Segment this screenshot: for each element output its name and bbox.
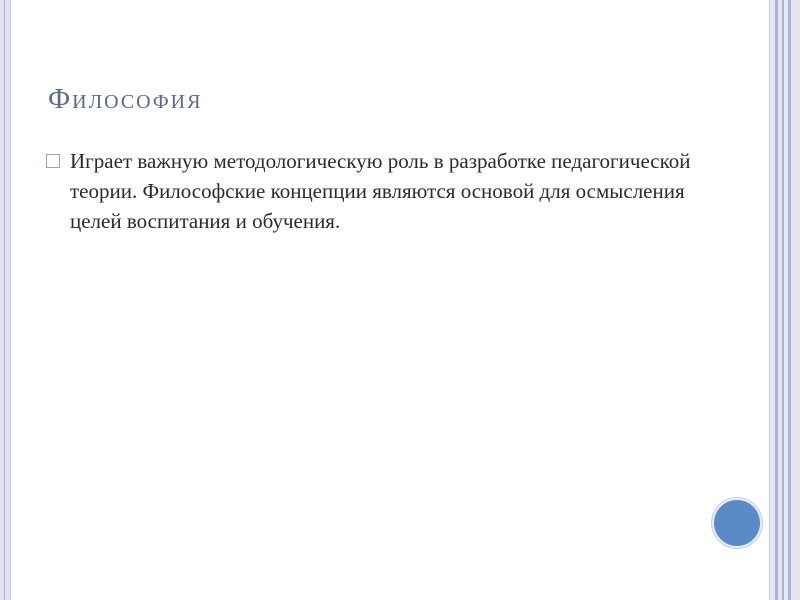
bullet-item bbox=[46, 146, 706, 236]
bullet-text: Играет важную методологическую роль в разработке педагогической теории. Философские концепции являются основой для осмысления целей воспитания и обучения. bbox=[70, 149, 691, 233]
left-frame-border bbox=[0, 0, 11, 600]
slide-title: Философия bbox=[48, 84, 203, 115]
right-frame-border bbox=[769, 0, 800, 600]
bullet-square-icon bbox=[46, 154, 60, 168]
decorative-circle bbox=[712, 498, 762, 548]
